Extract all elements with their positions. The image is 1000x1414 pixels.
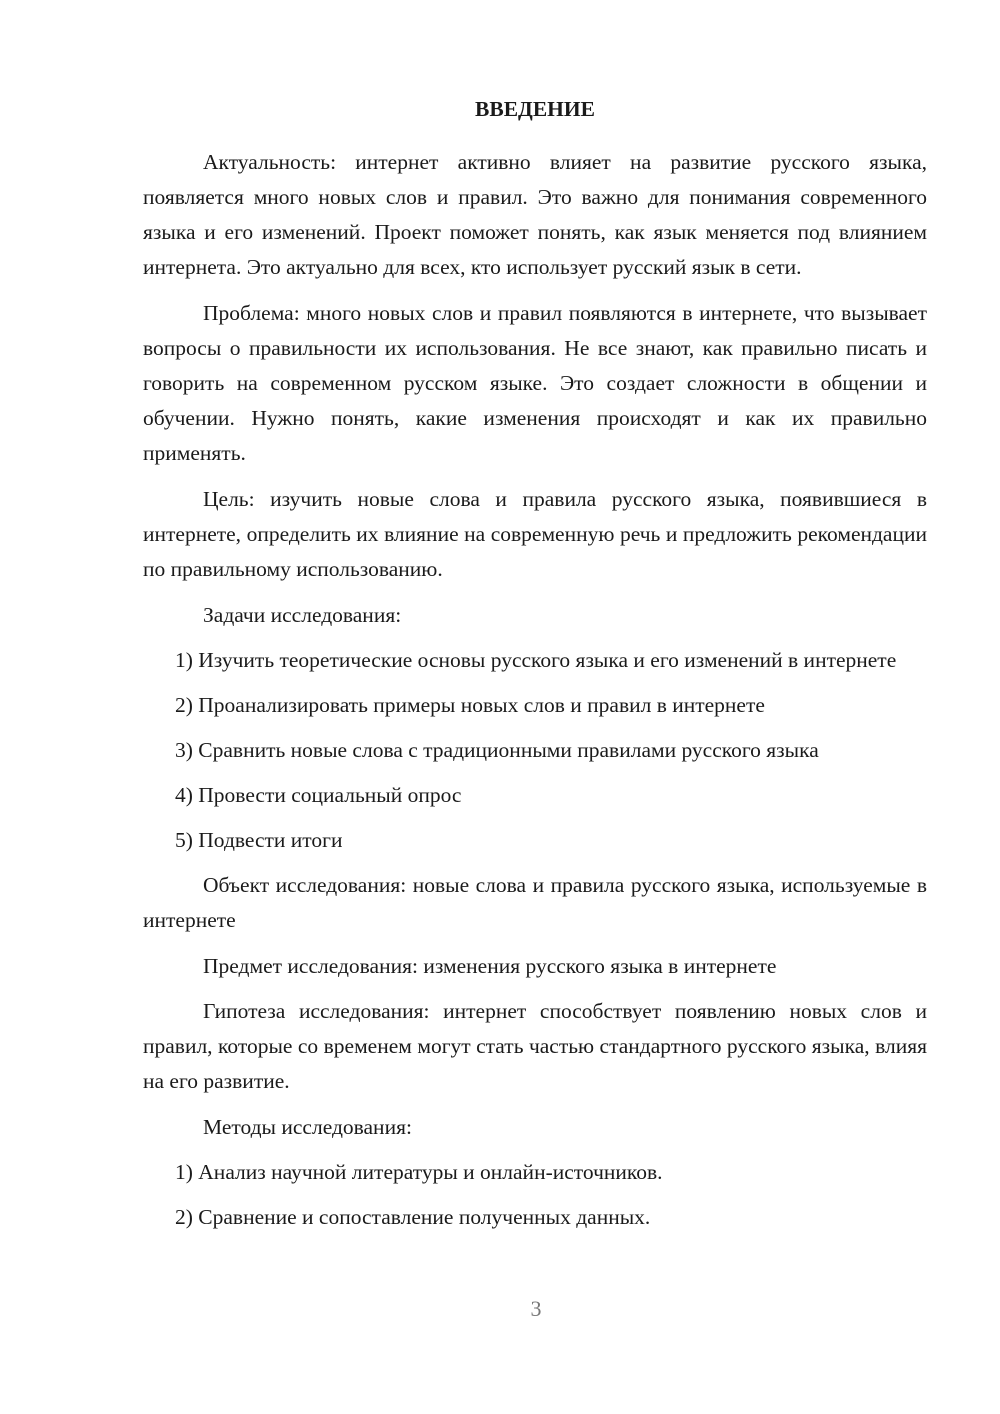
task-item: 4) Провести социальный опрос [175, 783, 462, 807]
task-item: 2) Проанализировать примеры новых слов и правил в интернете [175, 693, 765, 717]
document-page [143, 92, 927, 1245]
page-title: ВВЕДЕНИЕ [475, 97, 595, 121]
page-number: 3 [530, 1296, 542, 1321]
hypothesis-paragraph: Гипотеза исследования: интернет способствует появлению новых слов и правил, которые со временем могут стать частью стандартного русского языка, влияя на его развитие. [143, 999, 927, 1093]
method-item: 1) Анализ научной литературы и онлайн-источников. [175, 1160, 663, 1184]
task-item: 5) Подвести итоги [175, 828, 343, 852]
goal-paragraph: Цель: изучить новые слова и правила русского языка, появившиеся в интернете, определить их влияние на современную речь и предложить рекомендации по правильному использованию. [143, 487, 927, 581]
task-item: 3) Сравнить новые слова с традиционными правилами русского языка [175, 738, 819, 762]
task-item: 1) Изучить теоретические основы русского языка и его изменений в интернете [175, 648, 897, 672]
subject-paragraph: Предмет исследования: изменения русского языка в интернете [203, 954, 777, 978]
relevance-paragraph: Актуальность: интернет активно влияет на развитие русского языка, появляется много новых слов и правил. Это важно для понимания современного языка и его изменений. Проект поможет понять, как язык меняется под влиянием интернета. Это актуально для всех, кто использует русский язык в сети. [143, 150, 927, 279]
methods-heading: Методы исследования: [203, 1115, 412, 1139]
method-item: 2) Сравнение и сопоставление полученных данных. [175, 1205, 651, 1229]
tasks-heading: Задачи исследования: [203, 603, 402, 627]
problem-paragraph: Проблема: много новых слов и правил появляются в интернете, что вызывает вопросы о правильности их использования. Не все знают, как правильно писать и говорить на современном русском языке. Это создает сложности в общении и обучении. Нужно понять, какие изменения происходят и как их правильно применять. [143, 301, 927, 465]
object-paragraph: Объект исследования: новые слова и правила русского языка, используемые в интернете [143, 873, 927, 932]
